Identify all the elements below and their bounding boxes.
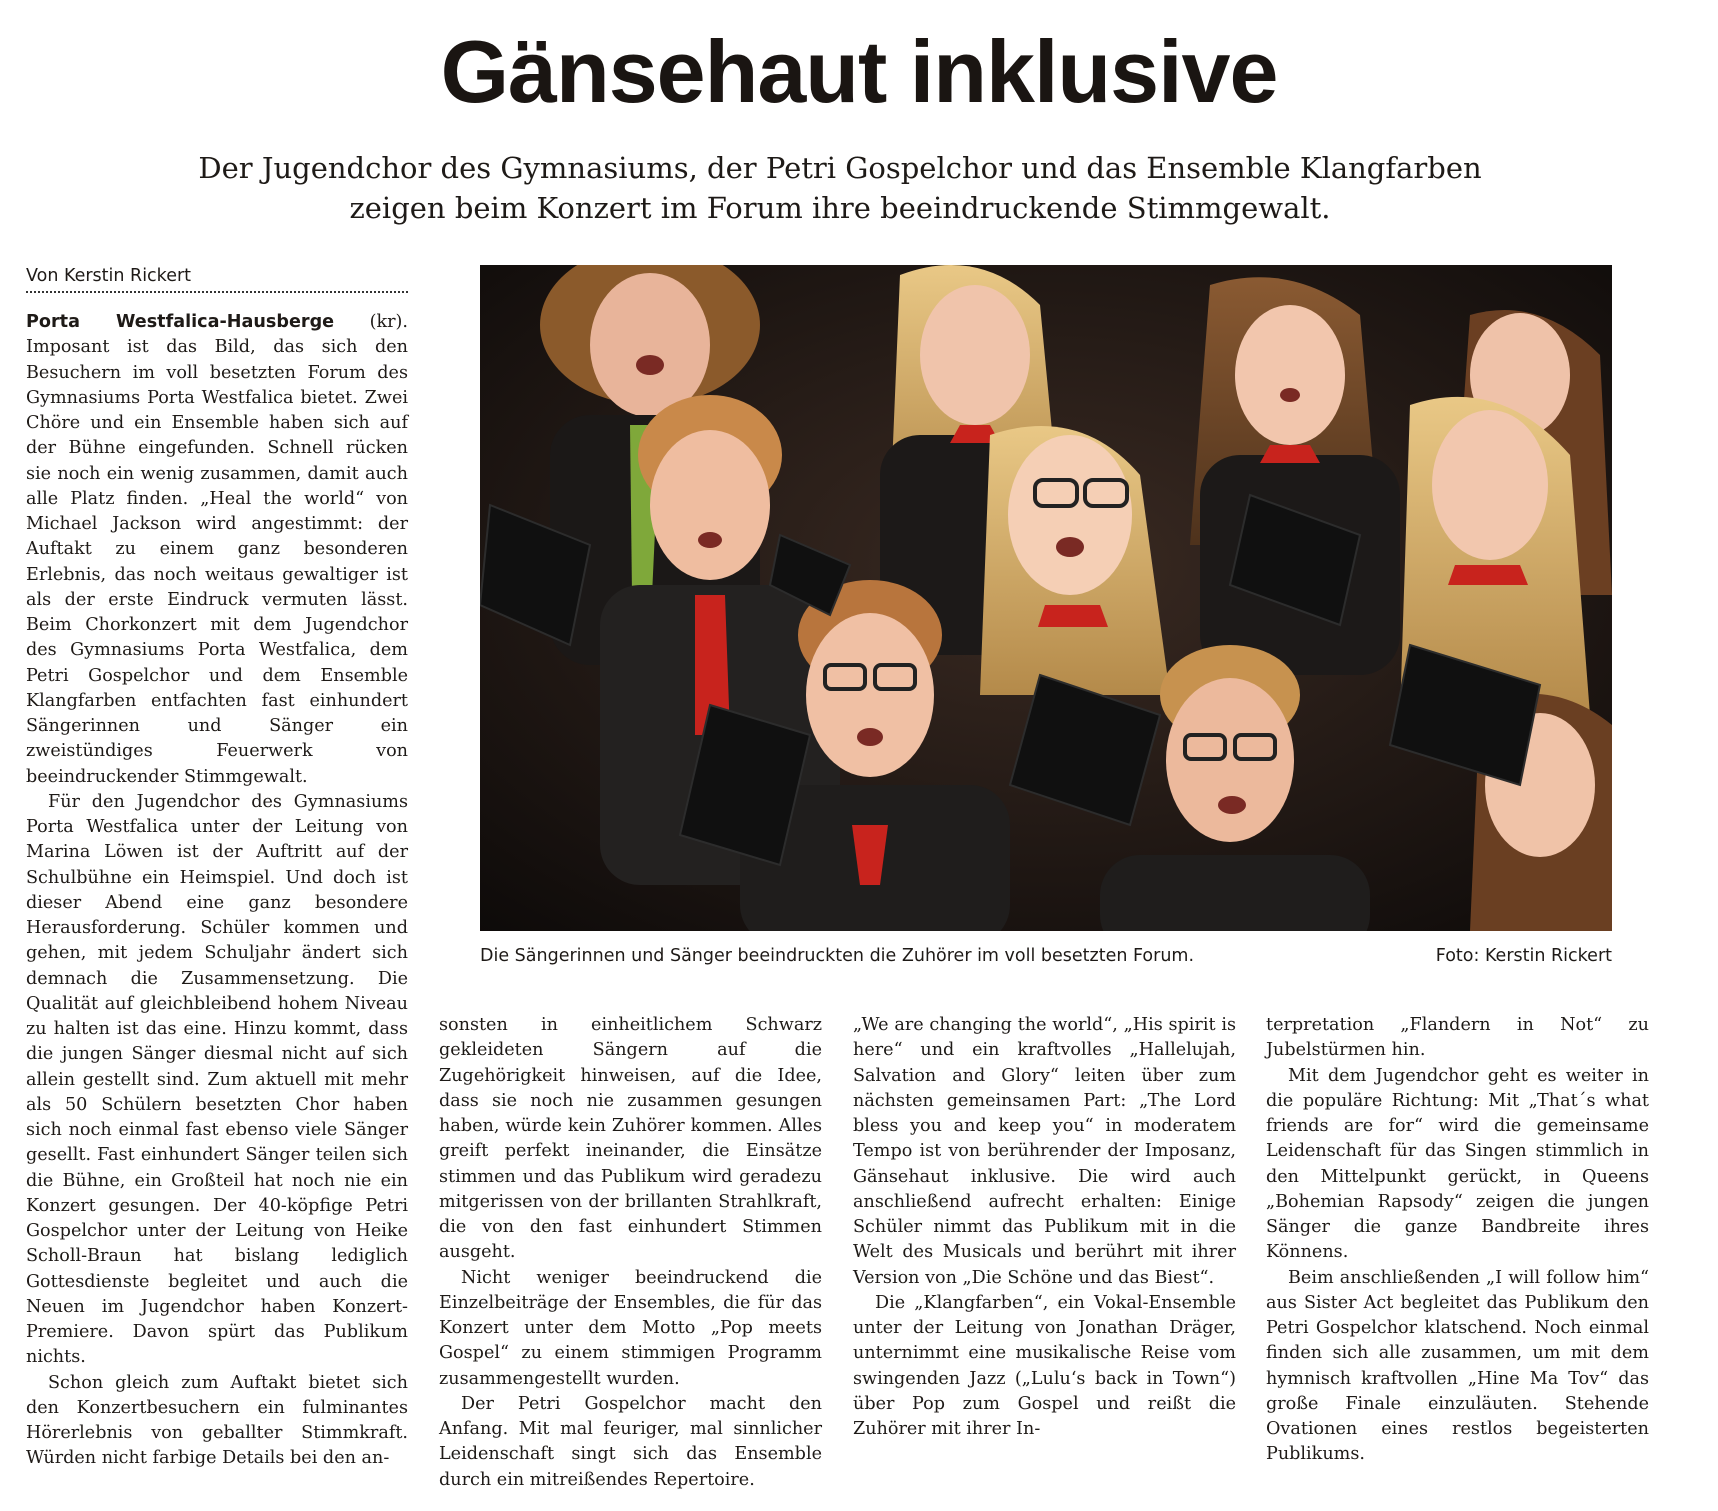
choir-photo-illustration xyxy=(480,265,1612,931)
article-column-4 xyxy=(1266,1013,1649,1468)
article-paragraph xyxy=(26,310,408,790)
headline: Gänsehaut inklusive xyxy=(440,22,1278,121)
article-paragraph: Der Petri Gospelchor macht den Anfang. Mit mal feuriger, mal sinnlicher Leidenschaft singt sich das Ensemble durch ein mitreißendes Repertoire. xyxy=(439,1393,822,1490)
photo-credit: Foto: Kerstin Rickert xyxy=(1435,946,1612,966)
dateline-location: Porta Westfalica-Hausberge xyxy=(26,312,335,332)
choir-photo xyxy=(480,265,1612,931)
article-paragraph: Nicht weniger beeindruckend die Einzelbeiträge der Ensembles, die für das Konzert unter dem Motto „Pop meets Gospel“ zu einem stimmigen Programm zusammengestellt wurden. xyxy=(439,1267,822,1389)
byline: Von Kerstin Rickert xyxy=(26,262,408,293)
article-paragraph: Die „Klangfarben“, ein Vokal-Ensemble unter der Leitung von Jonathan Dräger, unternimmt eine musikalische Reise vom swingenden Jazz („Lulu‘s back in Town“) über Pop zum Gospel und reißt die Zuhörer mit ihrer In- xyxy=(853,1292,1236,1439)
paragraph-text: (kr). Imposant ist das Bild, das sich den Besuchern im voll besetzten Forum des Gymnasiums Porta Westfalica bietet. Zwei Chöre und ein Ensemble haben sich auf der Bühne eingefunden. Schnell rücken sie noch ein wenig zusammen, damit auch alle Platz finden. „Heal the world“ von Michael Jackson wird angestimmt: der Auftakt zu einem ganz besonderen Erlebnis, das noch weitaus gewaltiger ist als der erste Eindruck vermuten lässt. Beim Chorkonzert mit dem Jugendchor des Gymnasiums Porta Westfalica, dem Petri Gospelchor und dem Ensemble Klangfarben entfachten fast einhundert Sängerinnen und Sänger ein zweistündiges Feuerwerk von beeindruckender Stimmgewalt. xyxy=(26,312,408,787)
article-column-1 xyxy=(26,310,408,1472)
article-paragraph: terpretation „Flandern in Not“ zu Jubelstürmen hin. xyxy=(1266,1015,1649,1061)
article-column-3 xyxy=(853,1013,1236,1442)
subheadline-line-2: zeigen beim Konzert im Forum ihre beeindruckende Stimmgewalt. xyxy=(349,191,1331,225)
subheadline-line-1: Der Jugendchor des Gymnasiums, der Petri Gospelchor und das Ensemble Klangfarben xyxy=(198,151,1482,185)
subheadline xyxy=(100,148,1580,228)
photo-caption-bar xyxy=(480,944,1612,968)
article-paragraph: „We are changing the world“, „His spirit is here“ und ein kraftvolles „Hallelujah, Salvation and Glory“ leiten über zum nächsten gemeinsamen Part: „The Lord bless you and keep you“ in moderatem Tempo ist von berührender der Imposanz, Gänsehaut inklusive. Die wird auch anschließend aufrecht erhalten: Einige Schüler nimmt das Publikum mit in die Welt des Musicals und berührt mit ihrer Version von „Die Schöne und das Biest“. xyxy=(853,1015,1236,1288)
article-column-2 xyxy=(439,1013,822,1493)
article-paragraph: Beim anschließenden „I will follow him“ aus Sister Act begleitet das Publikum den Petri Gospelchor klatschend. Noch einmal finden sich alle zusammen, um mit dem hymnisch kraftvollen „Hine Ma Tov“ das große Finale einzuläuten. Stehende Ovationen eines restlos begeisterten Publikums. xyxy=(1266,1267,1649,1465)
article-paragraph: Für den Jugendchor des Gymnasiums Porta Westfalica unter der Leitung von Marina Löwen ist der Auftritt auf der Schulbühne ein Heimspiel. Und doch ist dieser Abend eine ganz besondere Herausforderung. Schüler kommen und gehen, mit jedem Schuljahr ändert sich demnach die Zusammensetzung. Die Qualität auf gleichbleibend hohem Niveau zu halten ist das eine. Hinzu kommt, dass die jungen Sänger diesmal nicht auf sich allein gestellt sind. Zum aktuell mit mehr als 50 Schülern besetzten Chor haben sich noch einmal fast ebenso viele Sänger gesellt. Fast einhundert Sänger teilen sich die Bühne, ein Großteil hat noch nie ein Konzert gesungen. Der 40-köpfige Petri Gospelchor unter der Leitung von Heike Scholl-Braun hat bislang lediglich Gottesdienste begleitet und auch die Neuen im Jugendchor haben Konzert-Premiere. Davon spürt das Publikum nichts. xyxy=(26,791,408,1368)
photo-caption: Die Sängerinnen und Sänger beeindruckten die Zuhörer im voll besetzten Forum. xyxy=(480,946,1195,966)
article-paragraph: Mit dem Jugendchor geht es weiter in die populäre Richtung: Mit „That´s what friends are for“ wird die gemeinsame Leidenschaft für das Singen stimmlich in den Mittelpunkt gerückt, in Queens „Bohemian Rapsody“ zeigen die jungen Sänger die ganze Bandbreite ihres Könnens. xyxy=(1266,1065,1649,1263)
article-paragraph: sonsten in einheitlichem Schwarz gekleideten Sängern auf die Zugehörigkeit hinweisen, auf die Idee, dass sie noch nie zusammen gesungen haben, würde kein Zuhörer kommen. Alles greift perfekt ineinander, die Einsätze stimmen und das Publikum wird geradezu mitgerissen von der brillanten Strahlkraft, die von den fast einhundert Stimmen ausgeht. xyxy=(439,1015,822,1263)
article-paragraph: Schon gleich zum Auftakt bietet sich den Konzertbesuchern ein fulminantes Hörerlebnis von geballter Stimmkraft. Würden nicht farbige Details bei den an- xyxy=(26,1372,408,1469)
